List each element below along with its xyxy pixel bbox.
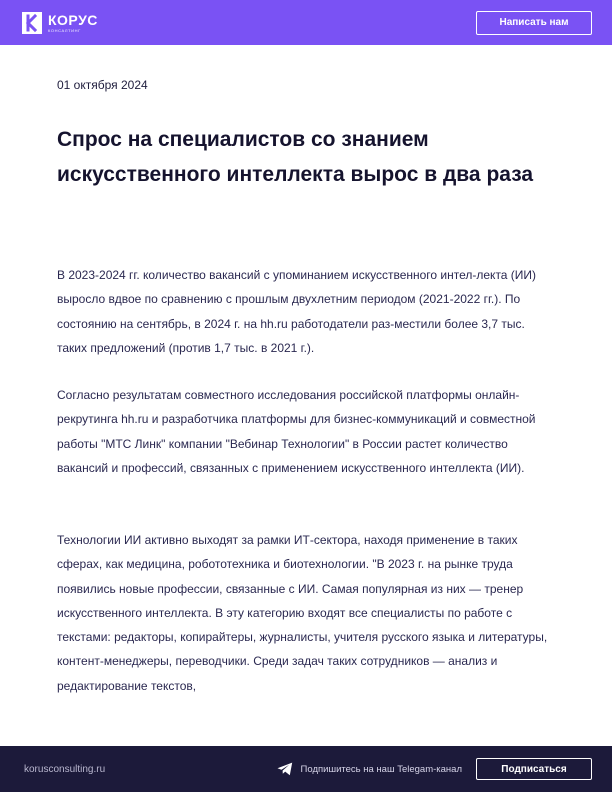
logo[interactable] [22, 12, 98, 34]
write-us-button[interactable]: Написать нам [476, 11, 592, 35]
subscribe-button[interactable]: Подписаться [476, 758, 592, 780]
site-header [0, 0, 612, 45]
article-paragraph-2: Согласно результатам совместного исследования российской платформы онлайн-рекрутинга hh.ru и разработчика платформы для бизнес-коммуникаций и совместной работы "МТС Линк" компании "Вебинар Технологии" в России растет количество вакансий и профессий, связанных с применением искусственного интеллекта (ИИ). [57, 388, 536, 475]
telegram-icon[interactable] [277, 762, 293, 776]
article-paragraph-3: Технологии ИИ активно выходят за рамки ИТ-сектора, находя применение в таких сферах, как медицина, робототехника и биотехнологии. "В 2023 г. на рынке труда появились новые профессии, связанные с ИИ. Самая популярная из них — тренер искусственного интеллекта. В эту категорию входят все специалисты по работе с текстами: редакторы, копирайтеры, журналисты, учителя русского языка и литературы, контент-менеджеры, переводчики. Среди задач таких сотрудников — анализ и редактирование текстов, [57, 533, 548, 693]
article-title: Спрос на специалистов со знанием искусственного интеллекта вырос в два раза [57, 128, 534, 186]
article-paragraph-1: В 2023-2024 гг. количество вакансий с упоминанием искусственного интел-лекта (ИИ) выросло вдвое по сравнению с прошлым двухлетним периодом (2021-2022 гг.). По состоянию на сентябрь, в 2024 г. на hh.ru работодатели раз-местили более 3,7 тыс. таких предложений (против 1,7 тыс. в 2021 г.). [57, 268, 537, 355]
logo-name: КОРУС [48, 11, 98, 28]
site-footer [0, 746, 612, 792]
logo-subtitle: КОНСАЛТИНГ [48, 27, 81, 33]
korus-logo-icon [22, 12, 42, 34]
telegram-subscribe [277, 758, 592, 780]
site-link[interactable]: korusconsulting.ru [24, 763, 106, 775]
telegram-text[interactable]: Подпишитесь на наш Telegam-канал [300, 763, 462, 775]
article-date: 01 октября 2024 [57, 78, 148, 92]
